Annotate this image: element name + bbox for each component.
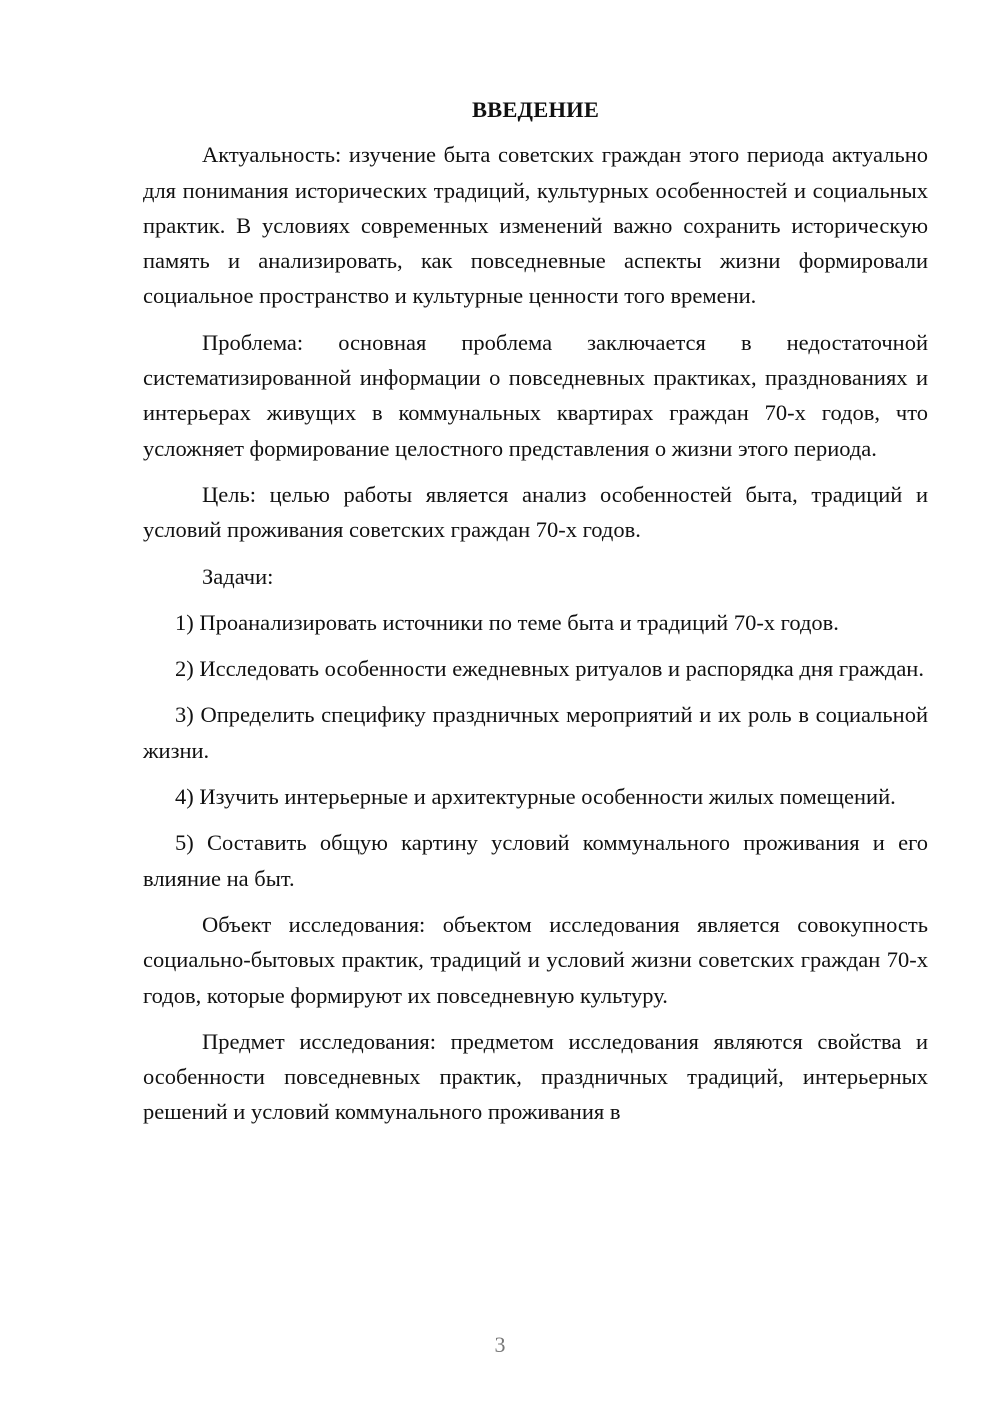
task-item-4: 4) Изучить интерьерные и архитектурные особенности жилых помещений. [175, 784, 896, 810]
tasks-heading: Задачи: [202, 563, 274, 589]
paragraph-problem: Проблема: основная проблема заключается в недостаточной систематизированной информации о повседневных практиках, празднованиях и интерьерах живущих в коммунальных квартирах граждан 70-х годов, что усложняет формирование целостного представления о жизни этого периода. [143, 329, 928, 461]
task-item-3: 3) Определить специфику праздничных мероприятий и их роль в социальной жизни. [143, 702, 928, 763]
paragraph-goal: Цель: целью работы является анализ особенностей быта, традиций и условий проживания советских граждан 70-х годов. [143, 481, 928, 543]
page-content [143, 92, 928, 1141]
paragraph-subject: Предмет исследования: предметом исследования являются свойства и особенности повседневных практик, праздничных традиций, интерьерных решений и условий коммунального проживания в [143, 1028, 928, 1125]
task-item-5: 5) Составить общую картину условий коммунального проживания и его влияние на быт. [143, 830, 928, 891]
task-item-2: 2) Исследовать особенности ежедневных ритуалов и распорядка дня граждан. [175, 656, 924, 682]
page-number: 3 [494, 1332, 506, 1357]
task-item-1: 1) Проанализировать источники по теме быта и традиций 70-х годов. [175, 609, 839, 635]
paragraph-object: Объект исследования: объектом исследования является совокупность социально-бытовых практик, традиций и условий жизни советских граждан 70-х годов, которые формируют их повседневную культуру. [143, 911, 928, 1008]
paragraph-relevance: Актуальность: изучение быта советских граждан этого периода актуально для понимания исторических традиций, культурных особенностей и социальных практик. В условиях современных изменений важно сохранить историческую память и анализировать, как повседневные аспекты жизни формировали социальное пространство и культурные ценности того времени. [143, 142, 928, 309]
section-title: ВВЕДЕНИЕ [471, 97, 600, 122]
